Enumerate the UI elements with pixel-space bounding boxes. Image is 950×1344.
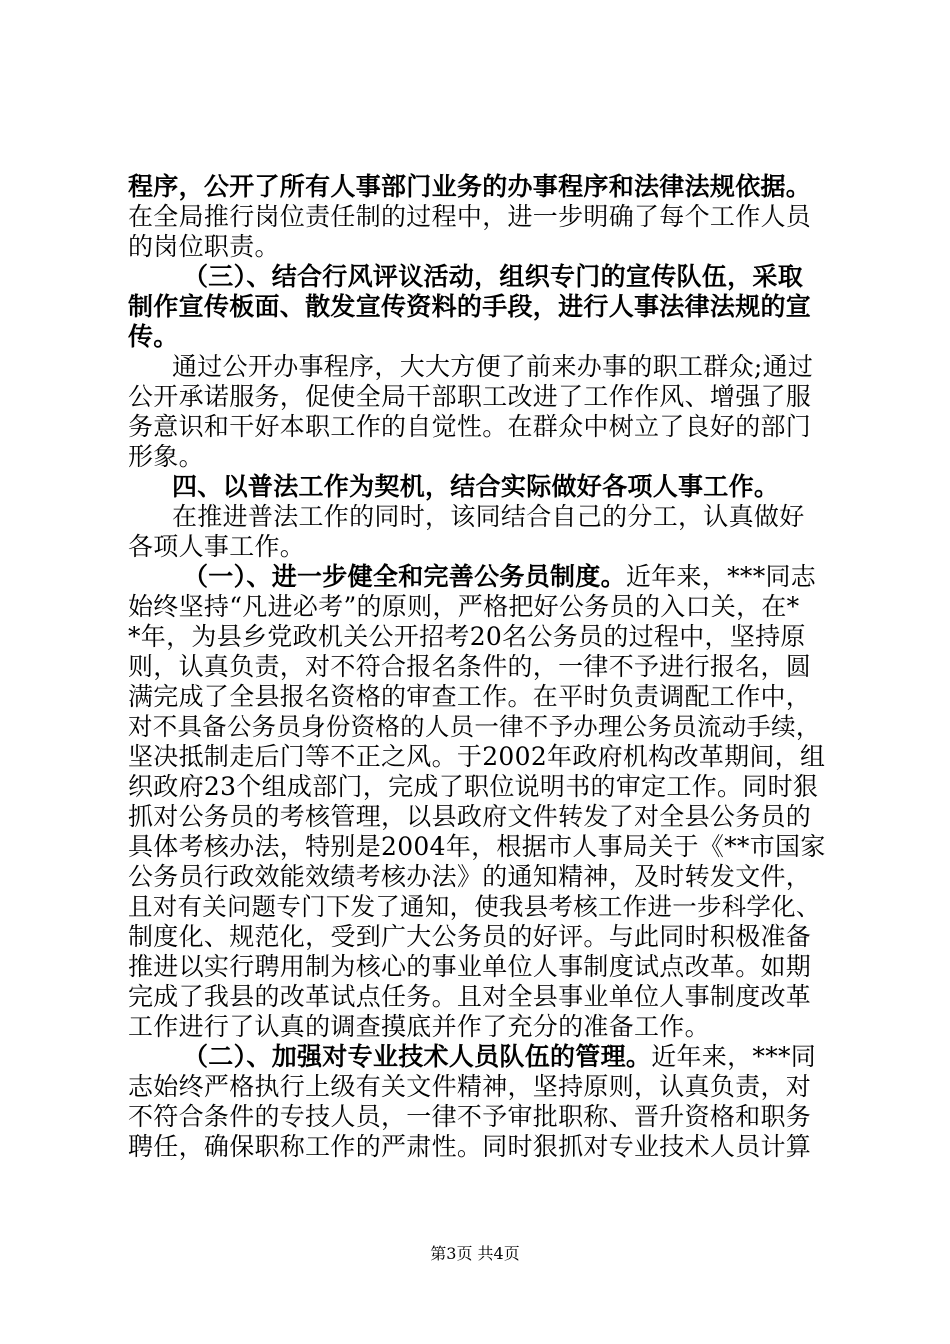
text-line: 制度化、规范化，受到广大公务员的好评。与此同时积极准备 [128, 922, 812, 951]
subheading-line: （三）、结合行风评议活动，组织专门的宣传队伍，采取 [183, 262, 804, 291]
text-line: 织政府23个组成部门，完成了职位说明书的审定工作。同时狠 [128, 772, 819, 801]
text-line: 具体考核办法，特别是2004年，根据市人事局关于《**市国家 [128, 832, 826, 861]
text-line: 志始终严格执行上级有关文件精神，坚持原则，认真负责，对 [128, 1072, 812, 1101]
page-footer: 第3页 共4页 [430, 1244, 520, 1263]
text-line: 聘任，确保职称工作的严肃性。同时狠抓对专业技术人员计算 [128, 1132, 812, 1161]
text-line: 程序，公开了所有人事部门业务的办事程序和法律法规依据。 [128, 172, 812, 201]
text-line: 抓对公务员的考核管理，以县政府文件转发了对全县公务员的 [128, 802, 812, 831]
text-line: 公务员行政效能效绩考核办法》的通知精神，及时转发文件， [128, 862, 812, 891]
text-line: 各项人事工作。 [128, 532, 306, 561]
paragraph-start: 通过公开办事程序，大大方便了前来办事的职工群众;通过 [172, 352, 814, 381]
text-line: 在全局推行岗位责任制的过程中，进一步明确了每个工作人员 [128, 202, 812, 231]
section-heading: 四、以普法工作为契机，结合实际做好各项人事工作。 [172, 472, 780, 501]
text-line: 对不具备公务员身份资格的人员一律不予办理公务员流动手续， [128, 712, 821, 741]
subheading-line: （二）、加强对专业技术人员队伍的管理。近年来，***同 [183, 1042, 817, 1071]
text-line: 满完成了全县报名资格的审查工作。在平时负责调配工作中， [128, 682, 812, 711]
text-line: 务意识和干好本职工作的自觉性。在群众中树立了良好的部门 [128, 412, 812, 441]
text-line: 传。 [128, 322, 179, 351]
text-line: *年，为县乡党政机关公开招考20名公务员的过程中，坚持原 [128, 622, 806, 651]
text-line: 的岗位职责。 [128, 232, 280, 261]
paragraph-start: 在推进普法工作的同时，该同结合自己的分工，认真做好 [172, 502, 805, 531]
text-line: 则，认真负责，对不符合报名条件的，一律不予进行报名，圆 [128, 652, 812, 681]
text-line: 形象。 [128, 442, 204, 471]
text-line: 完成了我县的改革试点任务。且对全县事业单位人事制度改革 [128, 982, 812, 1011]
text-line: 不符合条件的专技人员，一律不予审批职称、晋升资格和职务 [128, 1102, 812, 1131]
text-line: 坚决抵制走后门等不正之风。于2002年政府机构改革期间，组 [128, 742, 826, 771]
text-line: 且对有关问题专门下发了通知，使我县考核工作进一步科学化、 [128, 892, 821, 921]
subheading-line: （一）、进一步健全和完善公务员制度。近年来，***同志 [183, 562, 817, 591]
text-line: 推进以实行聘用制为核心的事业单位人事制度试点改革。如期 [128, 952, 812, 981]
text-line: 公开承诺服务，促使全局干部职工改进了工作作风、增强了服 [128, 382, 812, 411]
body-text [128, 172, 828, 1162]
text-line: 制作宣传板面、散发宣传资料的手段，进行人事法律法规的宣 [128, 292, 812, 321]
text-line: 工作进行了认真的调查摸底并作了充分的准备工作。 [128, 1012, 710, 1041]
text-line: 始终坚持“凡进必考”的原则，严格把好公务员的入口关，在* [128, 592, 800, 621]
